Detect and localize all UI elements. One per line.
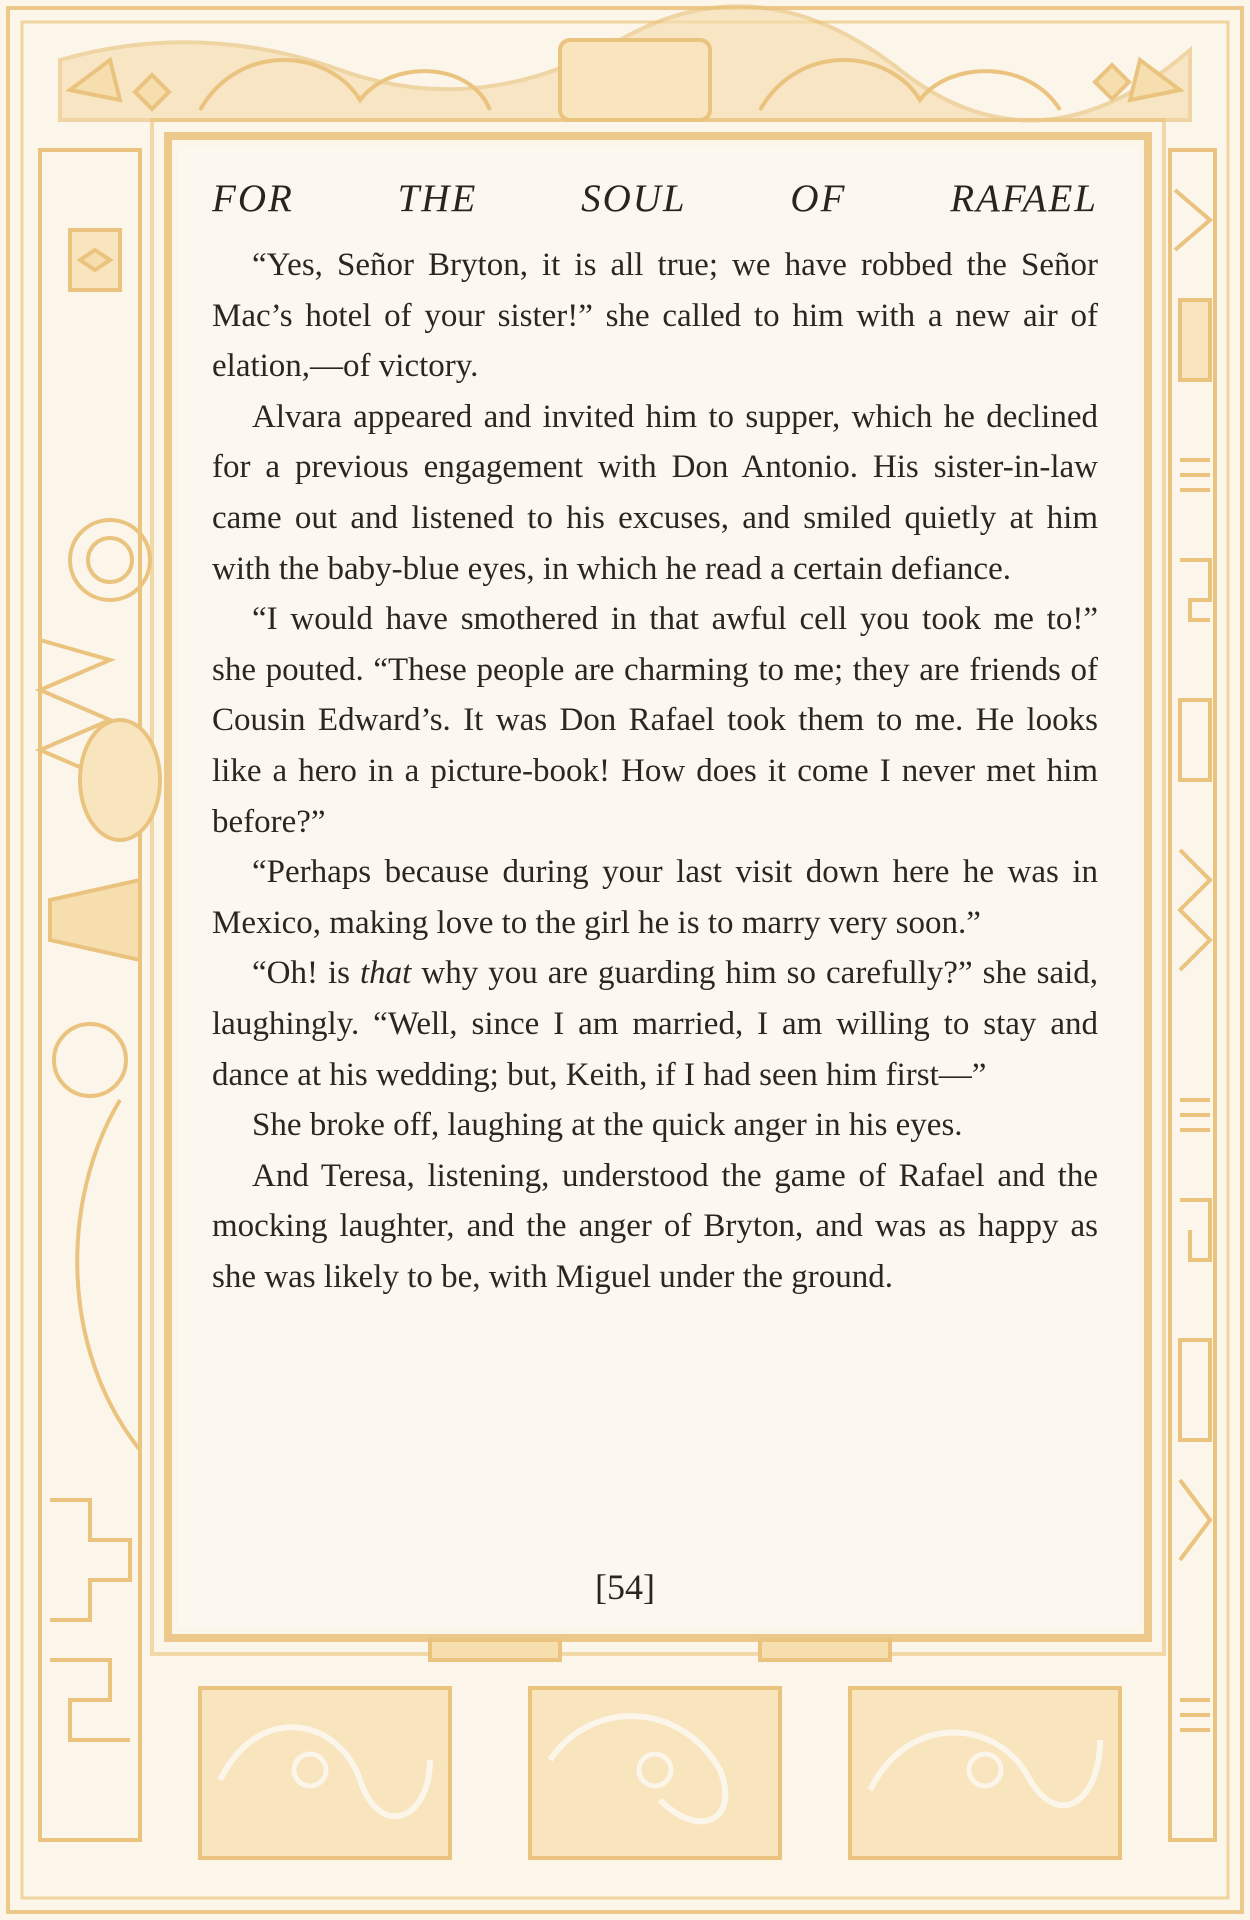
bottom-ornament [200,1640,1120,1858]
paragraph: She broke off, laughing at the quick anger in his eyes. [252,1107,963,1144]
paragraph: “I would have smothered in that awful cell you took me to!” she pouted. “These people are charming to me; they are friends of Cousin Edward’s. It was Don Rafael took them to me. He looks like a hero in a picture-book! How does it come I never met him before?” [212,601,1098,840]
running-head-word: OF [790,177,847,220]
paragraph: “Perhaps because during your last visit down here he was in Mexico, making love to the girl he is to marry very soon.” [212,854,1098,941]
running-head-word: FOR [212,177,294,220]
body-text [212,240,1098,1302]
paragraph-text: “Oh! is [252,955,361,992]
emphasis-word: that [360,955,412,992]
running-head-word: SOUL [581,177,687,220]
paragraph [212,948,1098,1100]
paragraph: “Yes, Señor Bryton, it is all true; we have robbed the Señor Mac’s hotel of your sister!” she called to him with a new air of elation,—of victory. [212,247,1098,385]
paragraph-text: why you are guarding him so carefully?” she said, laughingly. “Well, since I am married, I am willing to stay and dance at his wedding; but, Keith, if I had seen him first—” [212,955,1099,1093]
running-head-word: RAFAEL [950,177,1098,220]
paragraph: And Teresa, listening, understood the game of Rafael and the mocking laughter, and the anger of Bryton, and was as happy as she was likely to be, with Miguel under the ground. [212,1157,1098,1295]
running-head [212,176,1098,221]
page-number: [54] [595,1567,655,1607]
running-head-word: THE [397,177,478,220]
paragraph: Alvara appeared and invited him to supper, which he declined for a previous engagement with Don Antonio. His sister-in-law came out and listened to his excuses, and smiled quietly at him with the baby-blue eyes, in which he read a certain defiance. [212,398,1098,587]
